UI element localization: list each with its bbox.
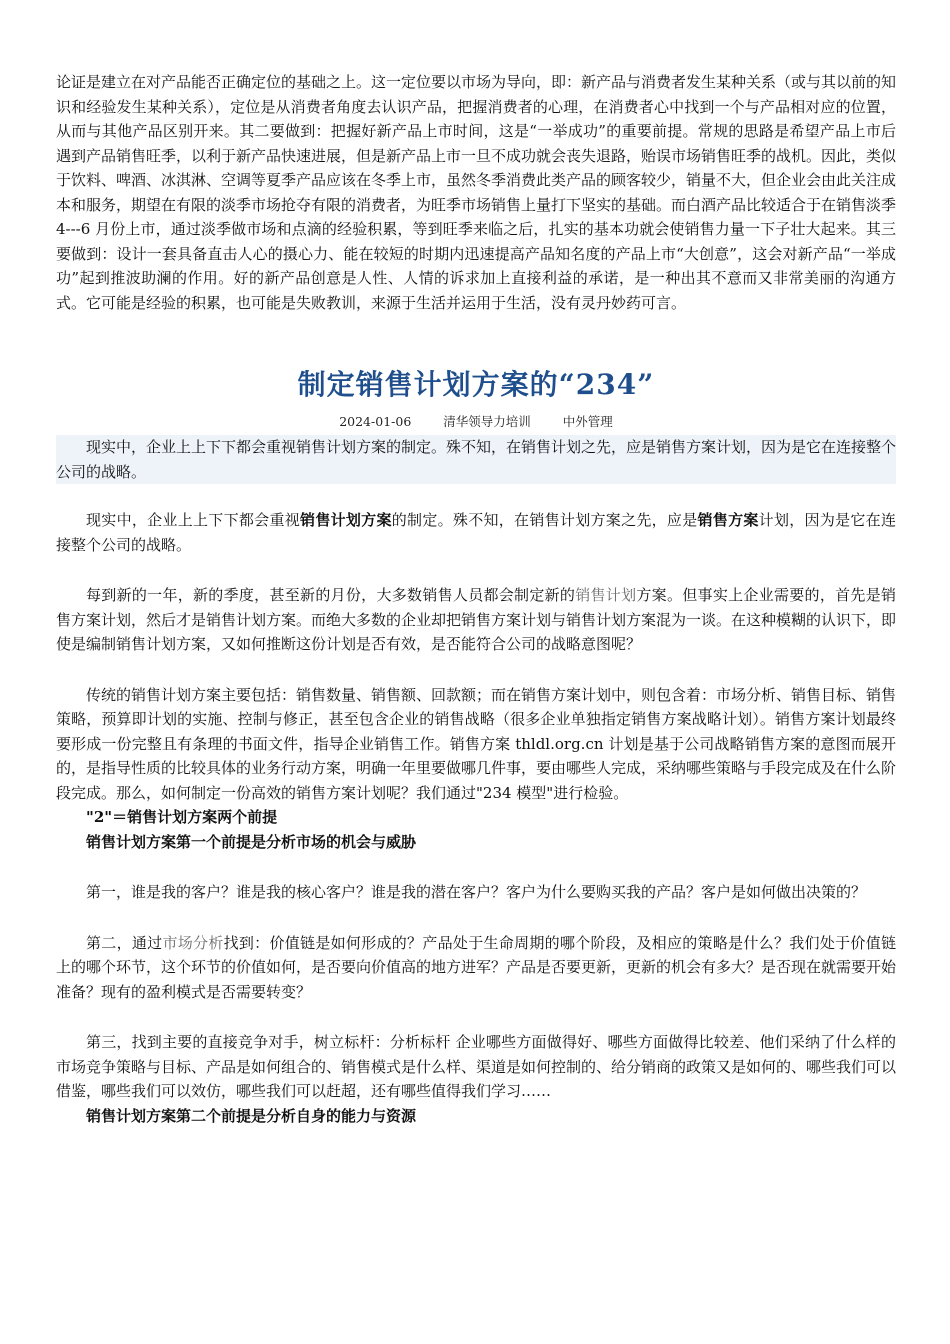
bold-keyword: 销售计划方案 [300,511,392,529]
body-paragraph-5 [56,931,896,1005]
body-paragraph-2 [56,583,896,657]
intro-paragraph: 论证是建立在对产品能否正确定位的基础之上。这一定位要以市场为导向，即：新产品与消费者发生某种关系（或与其以前的知识和经验发生某种关系），定位是从消费者角度去认识产品，把握消费者的心理，在消费者心中找到一个与产品相对应的位置，从而与其他产品区别开来。其二要做到：把握好新产品上市时间，这是“一举成功”的重要前提。常规的思路是希望产品上市后遇到产品销售旺季，以利于新产品快速进展，但是新产品上市一旦不成功就会丧失退路，贻误市场销售旺季的战机。因此，类似于饮料、啤酒、冰淇淋、空调等夏季产品应该在冬季上市，虽然冬季消费此类产品的顾客较少，销量不大，但企业会由此关注成本和服务，期望在有限的淡季市场抢夺有限的消费者，为旺季市场销售上量打下坚实的基础。而白酒产品比较适合于在销售淡季 4---6 月份上市，通过淡季做市场和点滴的经验积累，等到旺季来临之后，扎实的基本功就会使销售力量一下子壮大起来。其三要做到：设计一套具备直击人心的摄心力、能在较短的时期内迅速提高产品知名度的产品上市“大创意”，这会对新产品“一举成功”起到推波助澜的作用。好的新产品创意是人性、人情的诉求加上直接利益的承诺，是一种出其不意而又非常美丽的沟通方式。它可能是经验的积累，也可能是失败教训，来源于生活并运用于生活，没有灵丹妙药可言。 [56,73,897,312]
body-paragraph-1 [56,508,896,557]
bold-keyword: 销售方案 [697,511,759,529]
article-source-1[interactable]: 清华领导力培训 [443,414,531,429]
subsection-heading-first-premise: 销售计划方案第一个前提是分析市场的机会与威胁 [86,832,417,851]
paragraph-text: 现实中，企业上上下下都会重视 [86,511,301,529]
article-title: 制定销售计划方案的“234” [297,368,655,401]
body-paragraph-4: 第一，谁是我的客户？谁是我的核心客户？谁是我的潜在客户？客户为什么要购买我的产品？客户是如何做出决策的？ [86,883,867,901]
body-paragraph-3: 传统的销售计划方案主要包括：销售数量、销售额、回款额；而在销售方案计划中，则包含着：市场分析、销售目标、销售策略，预算即计划的实施、控制与修正，甚至包含企业的销售战略（很多企业单独指定销售方案战略计划）。销售方案计划最终要形成一份完整且有条理的书面文件，指导企业销售工作。销售方案 thldl.org.cn 计划是基于公司战略销售方案的意图而展开的，是指导性质的比较具体的业务行动方案，明确一年里要做哪几件事，要由哪些人完成，采纳哪些策略与手段完成及在什么阶段完成。那么，如何制定一份高效的销售方案计划呢？我们通过"234 模型"进行检验。 [56,685,897,802]
subsection-heading-second-premise: 销售计划方案第二个前提是分析自身的能力与资源 [86,1106,417,1125]
paragraph-text: 每到新的一年，新的季度，甚至新的月份，大多数销售人员都会制定新的 [86,586,576,604]
paragraph-text: 第二，通过 [86,933,163,952]
sales-plan-link[interactable]: 销售计划 [575,586,637,604]
market-analysis-link[interactable]: 市场分析 [162,933,224,952]
document-page [56,70,896,1128]
paragraph-text: 的制定。殊不知，在销售计划方案之先，应是 [391,511,698,529]
body-paragraph-6: 第三，找到主要的直接竞争对手，树立标杆：分析标杆 企业哪些方面做得好、哪些方面做得比较差、他们采纳了什么样的市场竞争策略与目标、产品是如何组合的、销售模式是什么样、渠道是如何控制的、给分销商的政策又是如何的、哪些我们可以借鉴，哪些我们可以效仿，哪些我们可以赶超，还有哪些值得我们学习…… [56,1033,897,1100]
paragraph-text: 计划，因为是它在连接整个公司的战略。 [56,511,896,554]
article-date: 2024-01-06 [339,414,412,429]
article-summary: 现实中，企业上上下下都会重视销售计划方案的制定。殊不知，在销售计划之先，应是销售方案计划，因为是它在连接整个公司的战略。 [56,435,896,484]
paragraph-text: 方案。但事实上企业需要的，首先是销售方案计划，然后才是销售计划方案。而绝大多数的企业却把销售方案计划与销售计划方案混为一谈。在这种模糊的认识下，即使是编制销售计划方案，又如何推断这份计划是否有效，是否能符合公司的战略意图呢？ [56,586,897,653]
paragraph-text: 找到：价值链是如何形成的？产品处于生命周期的哪个阶段，及相应的策略是什么？我们处于价值链上的哪个环节，这个环节的价值如何，是否要向价值高的地方进军？产品是否要更新，更新的机会有多大？是否现在就需要开始准备？现有的盈利模式是否需要转变？ [56,933,897,1001]
article-meta [56,413,896,431]
article-source-2[interactable]: 中外管理 [562,414,613,429]
section-heading-2: "2"＝销售计划方案两个前提 [86,808,278,826]
